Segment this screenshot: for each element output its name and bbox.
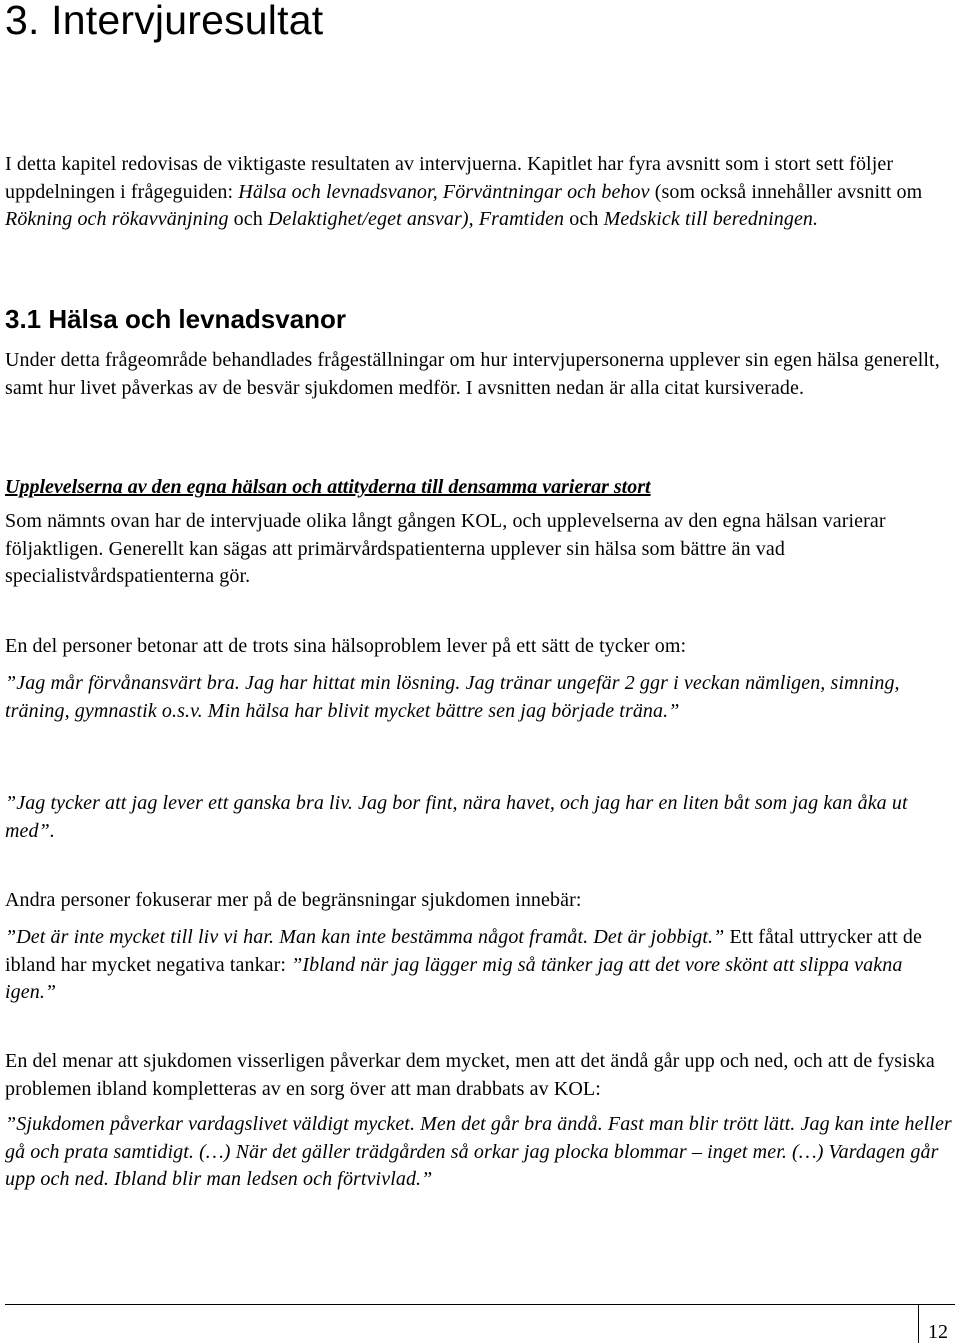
ups-downs-paragraph: En del menar att sjukdomen visserligen påverkar dem mycket, men att det ändå går upp och ned, och att de fysiska problemen ibland kompletteras av en sorg över att man drabbats av KOL: [5, 1050, 935, 1100]
footer-divider [918, 1304, 919, 1343]
intro-italic-1: Hälsa och levnadsvanor, Förväntningar och behov [238, 180, 650, 203]
quote-everyday-life-text: ”Sjukdomen påverkar vardagslivet väldigt mycket. Men det går bra ändå. Fast man blir trött lätt. Jag kan inte heller gå och prata samtidigt. (…) När det gäller trädgården så orkar jag plocka blommar – inget mer. (…) Vardagen går upp och ned. Ibland blir man ledsen och förtvivlad.” [5, 1113, 952, 1190]
intro-text-4: och [564, 208, 604, 230]
health-paragraph: Som nämnts ovan har de intervjuade olika långt gången KOL, och upplevelserna av den egna hälsan varierar följaktligen. Generellt kan sägas att primärvårdspatienterna upplever sin hälsa som bättre än vad specialistvårdspatienterna gör. [5, 510, 886, 587]
intro-italic-2: Rökning och rökavvänjning [5, 208, 229, 230]
subsection-heading: Upplevelserna av den egna hälsan och attityderna till densamma varierar stort [5, 476, 651, 498]
quote-not-wake-up: ”Ibland när jag lägger mig så tänker jag att det vore skönt att slippa vakna igen.” [5, 953, 903, 1003]
quote-not-much-life: ”Det är inte mycket till liv vi har. Man kan inte bestämma något framåt. Det är jobbigt.” [5, 926, 725, 948]
chapter-intro-paragraph [5, 151, 953, 234]
intro-italic-3: Delaktighet/eget ansvar), Framtiden [267, 208, 565, 230]
intro-text-1: I detta kapitel redovisas de viktigaste resultaten av intervjuerna. Kapitlet har fyra avsnitt som i stort sett följer uppdelningen i frågeguiden: [5, 153, 894, 203]
limitations-intro-paragraph: Andra personer fokuserar mer på de begränsningar sjukdomen innebär: [5, 889, 582, 911]
page-number: 12 [928, 1321, 948, 1343]
intro-text-2: (som också innehåller avsnitt om [649, 180, 923, 203]
quote-training-text: ”Jag mår förvånansvärt bra. Jag har hittat min lösning. Jag tränar ungefär 2 ggr i veckan nämligen, simning, träning, gymnastik o.s.v. Min hälsa har blivit mycket bättre sen jag började träna.” [5, 672, 900, 722]
footer-rule [5, 1304, 918, 1305]
footer-rule-right [918, 1304, 955, 1305]
intro-italic-4: Medskick till beredningen. [603, 208, 819, 230]
section-intro-paragraph: Under detta frågeområde behandlades frågeställningar om hur intervjupersonerna upplever sin egen hälsa generellt, samt hur livet påverkas av de besvär sjukdomen medför. I avsnitten nedan är alla citat kursiverade. [5, 349, 940, 399]
section-heading: 3.1 Hälsa och levnadsvanor [5, 304, 347, 334]
quote-good-life [5, 790, 953, 845]
negative-thoughts-text: Ett fåtal uttrycker att de ibland har mycket negativa tankar: [5, 926, 923, 976]
intro-text-3: och [228, 208, 268, 230]
quote-training [5, 670, 953, 725]
positive-intro-paragraph: En del personer betonar att de trots sina hälsoproblem lever på ett sätt de tycker om: [5, 635, 687, 657]
negative-thoughts-paragraph [5, 924, 953, 1007]
quote-good-life-text: ”Jag tycker att jag lever ett ganska bra liv. Jag bor fint, nära havet, och jag har en liten båt som jag kan åka ut med”. [5, 792, 908, 842]
chapter-title: 3. Intervjuresultat [5, 0, 324, 43]
quote-everyday-life [5, 1111, 953, 1194]
